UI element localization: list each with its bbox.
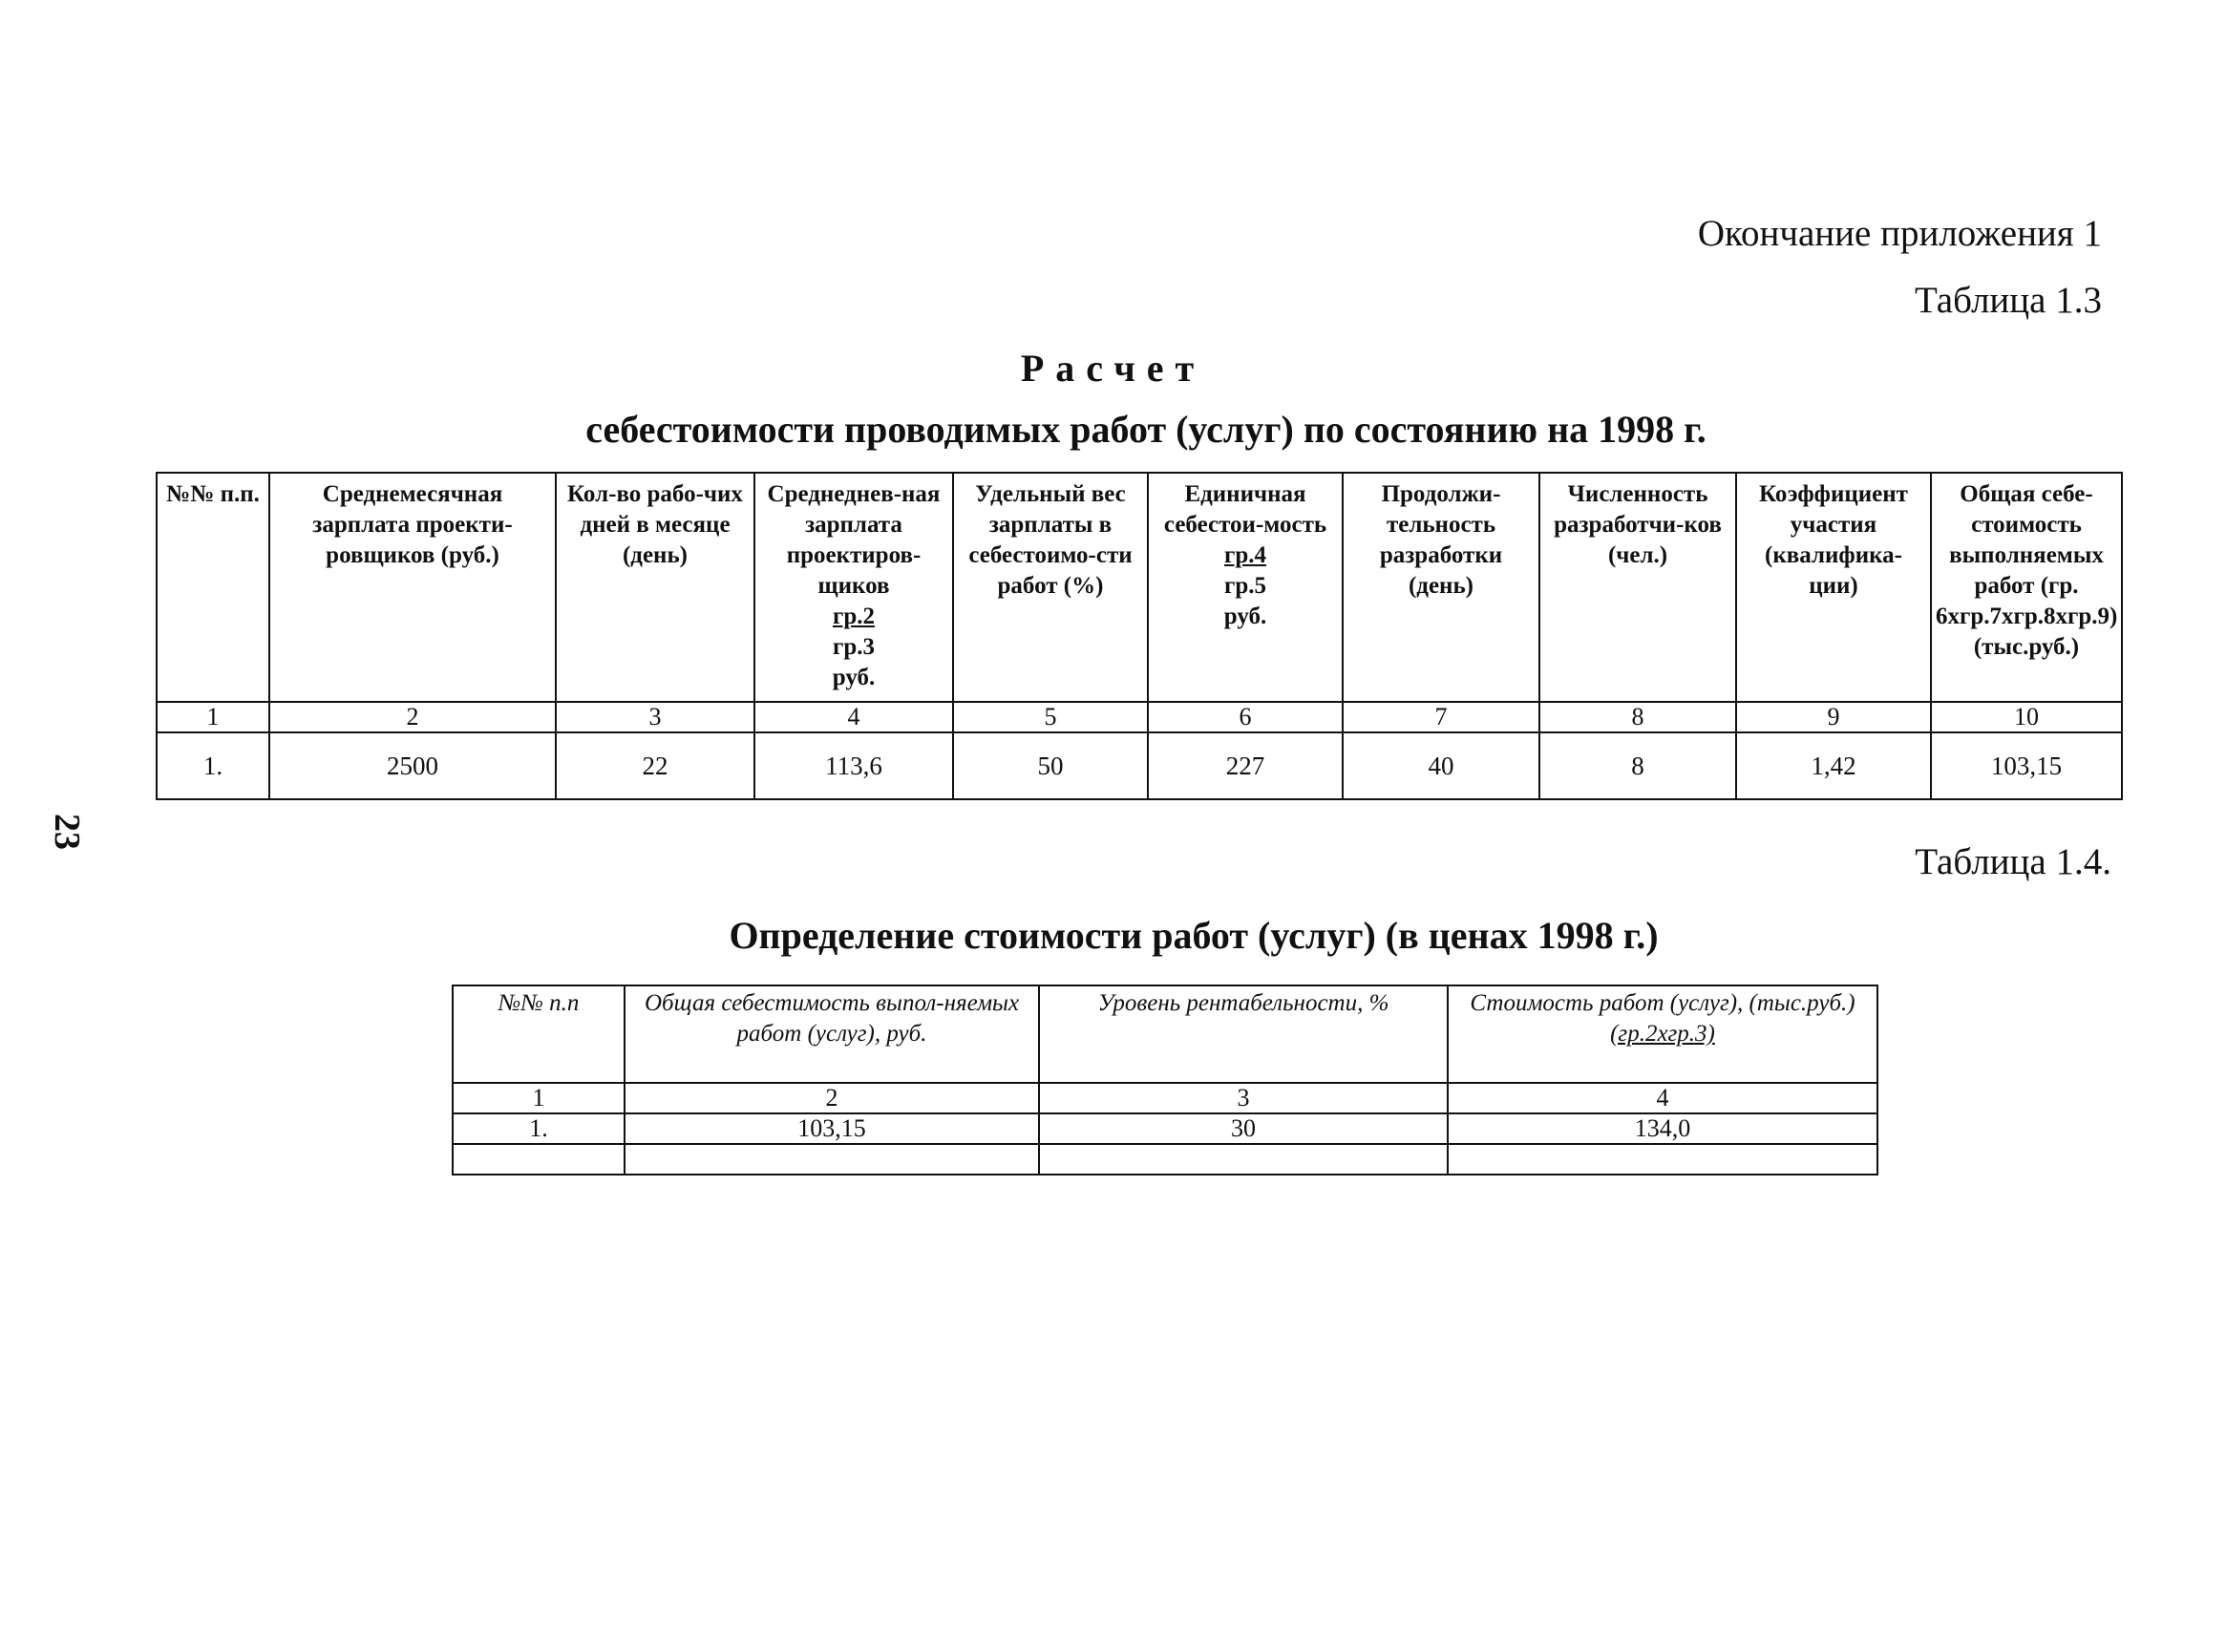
table-cell: 8 <box>1539 732 1736 799</box>
table-1-3-number: Таблица 1.3 <box>1914 280 2102 321</box>
header-cell: №№ п.п <box>453 985 625 1083</box>
page-number: 23 <box>47 814 87 850</box>
column-number-cell: 3 <box>556 702 754 732</box>
column-number-cell: 2 <box>625 1083 1039 1113</box>
table-cell: 2500 <box>269 732 556 799</box>
work-cost-table <box>452 985 1878 1175</box>
table-cell: 134,0 <box>1448 1113 1877 1144</box>
table-cell: 30 <box>1039 1113 1448 1144</box>
header-cell: Общая себе-стоимость выполняемых работ (гр. 6хгр.7хгр.8хгр.9) (тыс.руб.) <box>1931 473 2122 702</box>
table-cell: 113,6 <box>754 732 953 799</box>
column-number-cell: 4 <box>754 702 953 732</box>
header-cell: Среднемесячная зарплата проекти-ровщиков (руб.) <box>269 473 556 702</box>
column-number-cell: 3 <box>1039 1083 1448 1113</box>
header-row <box>453 985 1877 1083</box>
table-cell: 227 <box>1148 732 1343 799</box>
header-cell: Уровень рентабельности, % <box>1039 985 1448 1083</box>
table-cell: 1. <box>453 1113 625 1144</box>
table-cell: 103,15 <box>625 1113 1039 1144</box>
cost-calculation-table <box>156 472 2123 800</box>
table-cell: 1,42 <box>1736 732 1931 799</box>
formula-numerator: гр.4 <box>1223 542 1266 568</box>
column-number-cell: 9 <box>1736 702 1931 732</box>
column-number-cell: 2 <box>269 702 556 732</box>
table-1-3-title-line2: себестоимости проводимых работ (услуг) по состоянию на 1998 г. <box>585 408 1707 451</box>
column-number-cell: 10 <box>1931 702 2122 732</box>
header-cell <box>754 473 953 702</box>
table-cell <box>453 1144 625 1175</box>
column-number-cell: 7 <box>1343 702 1539 732</box>
formula-numerator: гр.2 <box>832 604 875 629</box>
table-cell: 22 <box>556 732 754 799</box>
table-1-4-number: Таблица 1.4. <box>1915 841 2111 882</box>
header-row <box>157 473 2122 702</box>
column-number-cell: 5 <box>953 702 1148 732</box>
table-cell: 1. <box>157 732 269 799</box>
table-cell <box>1448 1144 1877 1175</box>
column-number-cell: 1 <box>453 1083 625 1113</box>
table-cell <box>1039 1144 1448 1175</box>
formula-text: (гр.2хгр.3) <box>1610 1021 1715 1047</box>
header-cell: Кол-во рабо-чих дней в месяце (день) <box>556 473 754 702</box>
column-number-cell: 6 <box>1148 702 1343 732</box>
formula-denominator: гр.5 <box>1223 573 1266 599</box>
header-cell: Общая себестимость выпол-няемых работ (услуг), руб. <box>625 985 1039 1083</box>
formula-unit: руб. <box>1223 604 1267 629</box>
header-cell <box>1148 473 1343 702</box>
table-1-3-title-line1: Расчет <box>1020 347 1206 390</box>
table-1-4-title: Определение стоимости работ (услуг) (в ценах 1998 г.) <box>729 914 1659 957</box>
column-number-cell: 1 <box>157 702 269 732</box>
formula-unit: руб. <box>832 665 876 690</box>
header-cell: Продолжи-тельность разработки (день) <box>1343 473 1539 702</box>
header-cell: Коэффициент участия (квалифика-ции) <box>1736 473 1931 702</box>
column-number-cell: 8 <box>1539 702 1736 732</box>
formula-denominator: гр.3 <box>832 634 875 660</box>
header-cell: Численность разработчи-ков (чел.) <box>1539 473 1736 702</box>
header-text: Среднеднев-ная зарплата проектиров-щиков <box>767 481 941 599</box>
table-cell <box>625 1144 1039 1175</box>
header-cell: №№ п.п. <box>157 473 269 702</box>
header-cell <box>1448 985 1877 1083</box>
header-cell: Удельный вес зарплаты в себестоимо-сти работ (%) <box>953 473 1148 702</box>
column-number-cell: 4 <box>1448 1083 1877 1113</box>
table-cell: 50 <box>953 732 1148 799</box>
header-text: Стоимость работ (услуг), (тыс.руб.) <box>1470 990 1855 1016</box>
empty-row <box>453 1144 1877 1175</box>
table-cell: 40 <box>1343 732 1539 799</box>
table-cell: 103,15 <box>1931 732 2122 799</box>
table-row <box>157 732 2122 799</box>
appendix-end-caption: Окончание приложения 1 <box>1697 213 2102 254</box>
table-row <box>453 1113 1877 1144</box>
column-number-row <box>157 702 2122 732</box>
column-number-row <box>453 1083 1877 1113</box>
header-text: Единичная себестои-мость <box>1163 481 1327 538</box>
